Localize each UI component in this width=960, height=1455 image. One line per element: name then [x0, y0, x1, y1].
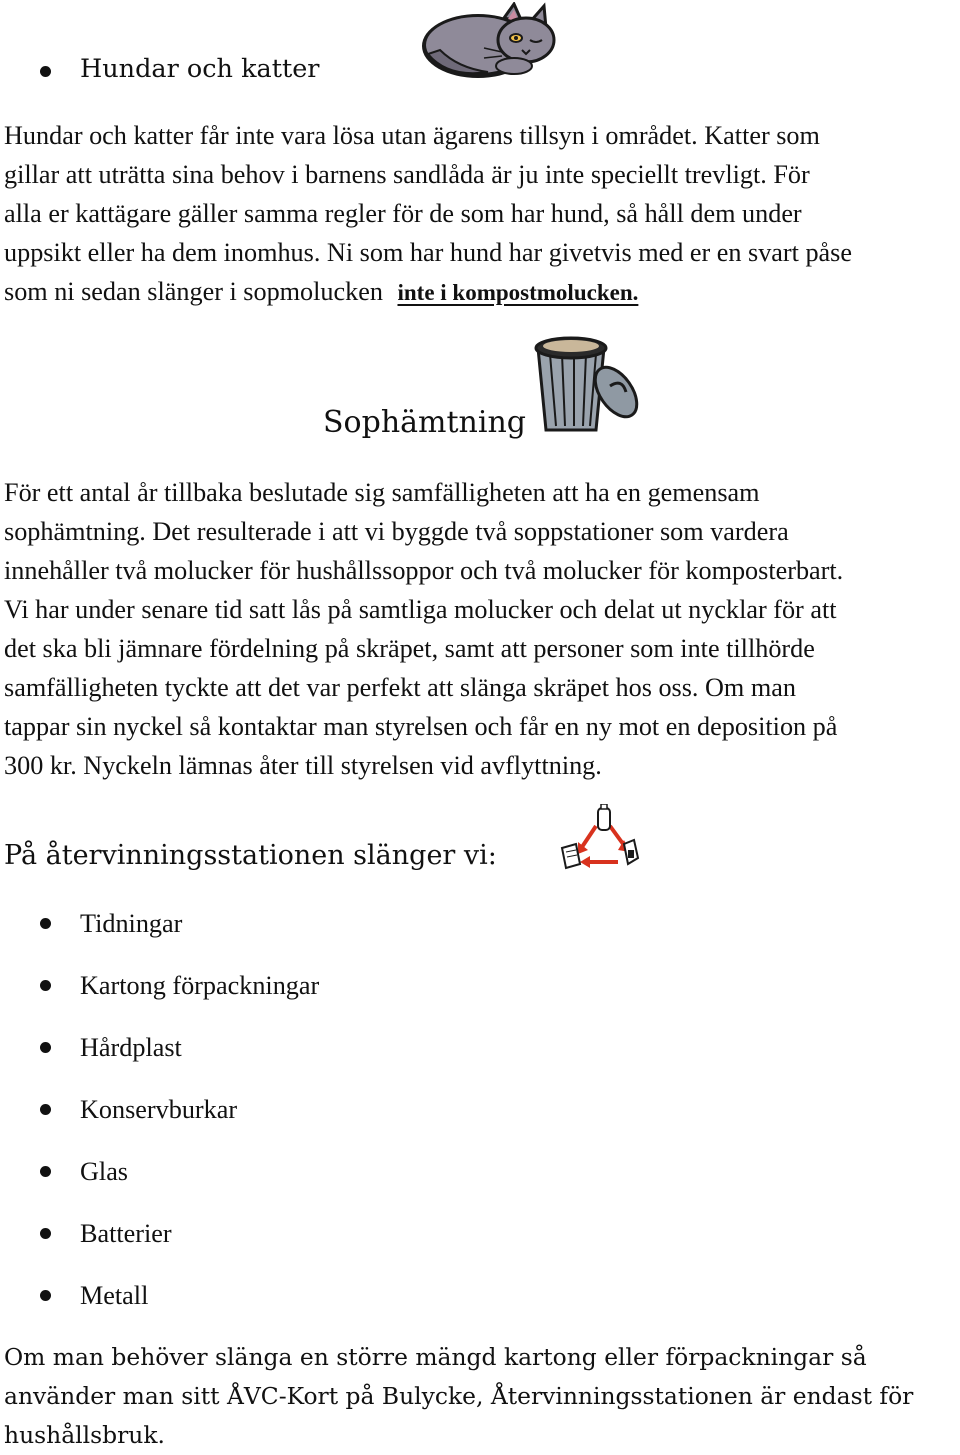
bullet-dot [40, 1166, 51, 1177]
bullet-dot [40, 1228, 51, 1239]
paragraph-line: använder man sitt ÅVC-Kort på Bulycke, Återvinningsstationen är endast för [4, 1382, 914, 1410]
list-item: Glas [80, 1157, 129, 1186]
paragraph-line: sophämtning. Det resulterade i att vi byggde två soppstationer som vardera [4, 517, 789, 546]
section-heading-recycling: På återvinningsstationen slänger vi: [4, 840, 497, 871]
paragraph-line: 300 kr. Nyckeln lämnas åter till styrelsen vid avflyttning. [4, 751, 602, 780]
paragraph-line: det ska bli jämnare fördelning på skräpet, samt att personer som inte tillhörde [4, 634, 815, 663]
recycling-cycle-icon [558, 804, 644, 872]
bullet-dot [40, 1042, 51, 1053]
list-item: Metall [80, 1281, 149, 1310]
section-heading-dogs-cats: Hundar och katter [80, 54, 320, 84]
paragraph-line [4, 272, 852, 312]
garbage-paragraph [4, 473, 843, 785]
list-item: Tidningar [80, 909, 183, 938]
paragraph-line: uppsikt eller ha dem inomhus. Ni som har hund har givetvis med er en svart påse [4, 238, 852, 267]
list-item: Kartong förpackningar [80, 971, 320, 1000]
paragraph-line: tappar sin nyckel så kontaktar man styrelsen och får en ny mot en deposition på [4, 712, 838, 741]
recycling-footer-paragraph [4, 1338, 913, 1455]
bullet-dot [40, 918, 51, 929]
paragraph-line: samfälligheten tyckte att det var perfekt att slänga skräpet hos oss. Om man [4, 673, 796, 702]
paragraph-line: hushållsbruk. [4, 1421, 165, 1449]
list-item: Batterier [80, 1219, 172, 1248]
bullet-dot [40, 1290, 51, 1301]
section-heading-garbage: Sophämtning [323, 405, 526, 440]
list-item: Hårdplast [80, 1033, 182, 1062]
bullet-dot [40, 66, 51, 77]
bullet-dot [40, 980, 51, 991]
trash-can-icon [530, 334, 640, 434]
emphasis-not-compost: inte i kompostmolucken. [397, 280, 639, 305]
list-item: Konservburkar [80, 1095, 238, 1124]
paragraph-line-prefix: som ni sedan slänger i sopmolucken [4, 277, 390, 306]
paragraph-line: alla er kattägare gäller samma regler för de som har hund, så håll dem under [4, 199, 802, 228]
paragraph-line: innehåller två molucker för hushållssoppor och två molucker för komposterbart. [4, 556, 844, 585]
paragraph-line: För ett antal år tillbaka beslutade sig samfälligheten att ha en gemensam [4, 478, 760, 507]
paragraph-line: Hundar och katter får inte vara lösa utan ägarens tillsyn i området. Katter som [4, 121, 820, 150]
paragraph-line: Vi har under senare tid satt lås på samtliga molucker och delat ut nycklar för att [4, 595, 837, 624]
sleeping-cat-icon [418, 2, 560, 82]
dogs-cats-paragraph [4, 116, 852, 312]
paragraph-line: gillar att uträtta sina behov i barnens sandlåda är ju inte speciellt trevligt. För [4, 160, 810, 189]
paragraph-line: Om man behöver slänga en större mängd kartong eller förpackningar så [4, 1343, 867, 1371]
bullet-dot [40, 1104, 51, 1115]
